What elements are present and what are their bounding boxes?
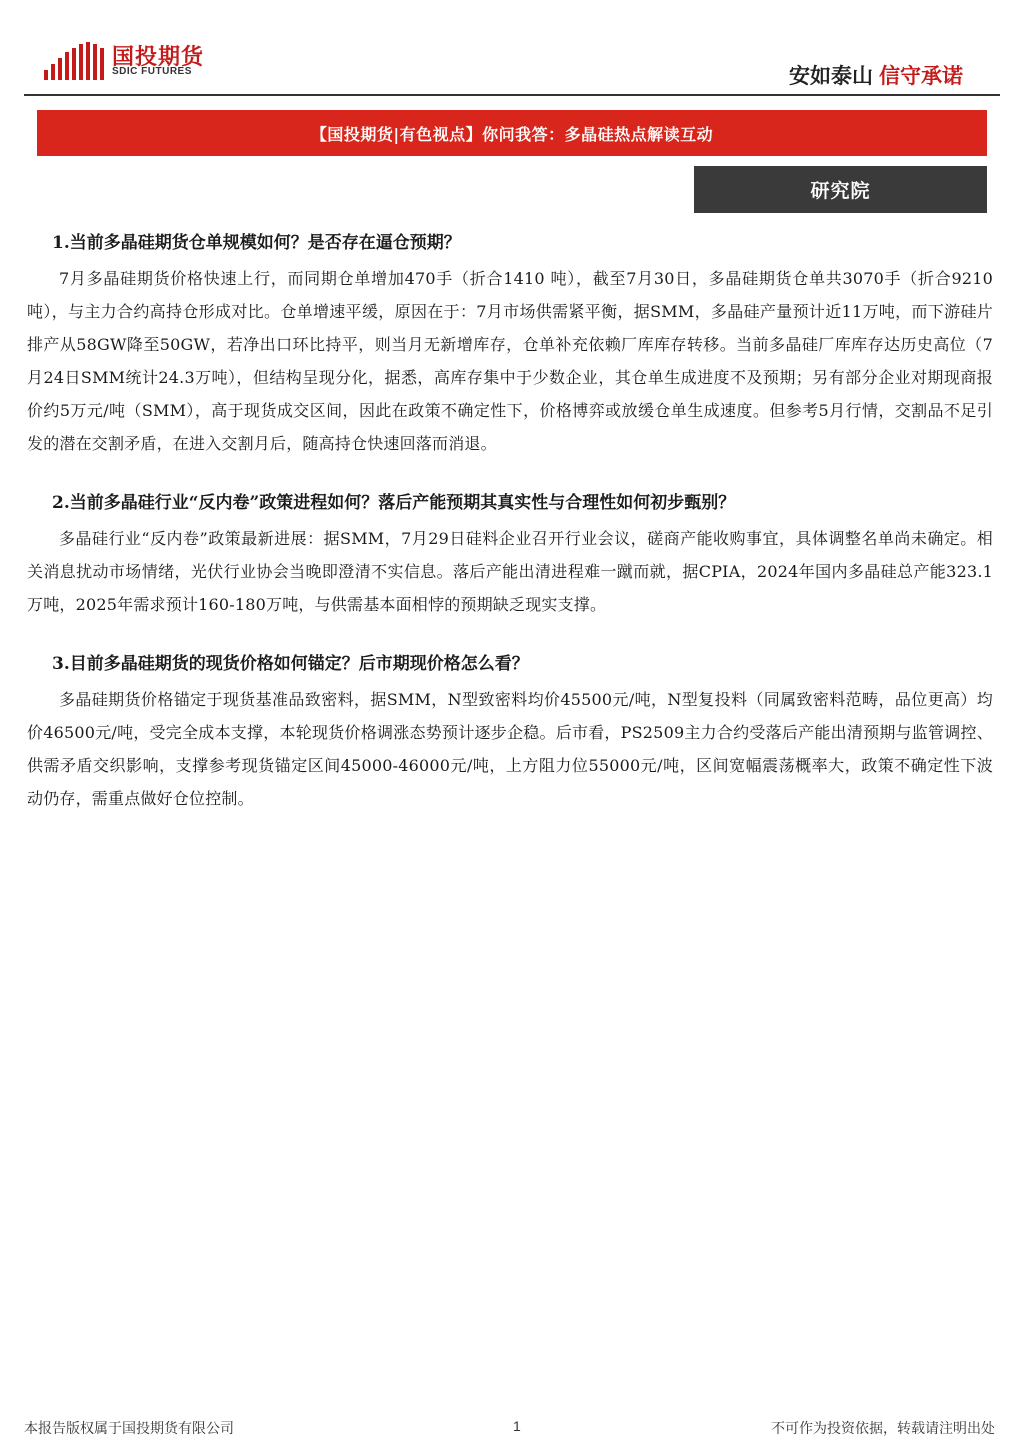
slogan-part1: 安如泰山: [789, 65, 873, 88]
slogan: [789, 60, 963, 90]
question-heading: 1.当前多晶硅期货仓单规模如何？是否存在逼仓预期？: [52, 233, 461, 253]
logo-en-text: SDIC FUTURES: [112, 66, 192, 77]
answer-paragraph: 多晶硅行业“反内卷”政策最新进展：据SMM，7月29日硅料企业召开行业会议，磋商产能收购事宜，具体调整名单尚未确定。相关消息扰动市场情绪，光伏行业协会当晚即澄清不实信息。落后产能出清进程难一蹴而就，据CPIA，2024年国内多晶硅总产能323.1万吨，2025年需求预计160-180万吨，与供需基本面相悖的预期缺乏现实支撑。: [27, 529, 993, 614]
page-number: 1: [513, 1418, 521, 1434]
logo-cn-text: 国投期货: [112, 44, 205, 69]
question-heading: 3.目前多晶硅期货的现货价格如何锚定？后市期现价格怎么看？: [52, 654, 529, 674]
answer-paragraph: 多晶硅期货价格锚定于现货基准品致密料，据SMM，N型致密料均价45500元/吨，N型复投料（同属致密料范畴，品位更高）均价46500元/吨，受完全成本支撑，本轮现货价格调涨态势预计逐步企稳。后市看，PS2509主力合约受落后产能出清预期与监管调控、供需矛盾交织影响，支撑参考现货锚定区间45000-46000元/吨，上方阻力位55000元/吨，区间宽幅震荡概率大，政策不确定性下波动仍存，需重点做好仓位控制。: [27, 690, 993, 808]
footer-disclaimer: 不可作为投资依据，转载请注明出处: [771, 1420, 995, 1436]
department-badge: [694, 166, 987, 213]
header-divider: [24, 94, 1000, 96]
qa-section-1: [27, 228, 993, 460]
company-logo: [42, 40, 242, 84]
logo-mark-icon: [42, 40, 108, 80]
page-title: 【国投期货|有色视点】你问我答：多晶硅热点解读互动: [310, 124, 714, 144]
department-label: 研究院: [810, 181, 871, 202]
article-body: [27, 228, 993, 843]
qa-section-3: [27, 649, 993, 815]
title-banner: [37, 110, 987, 156]
page-footer: [0, 1418, 1025, 1442]
answer-paragraph: 7月多晶硅期货价格快速上行，而同期仓单增加470手（折合1410 吨），截至7月30日，多晶硅期货仓单共3070手（折合9210 吨），与主力合约高持仓形成对比。仓单增速平缓，原因在于：7月市场供需紧平衡，据SMM，多晶硅产量预计近11万吨，而下游硅片排产从58GW降至50GW，若净出口环比持平，则当月无新增库存，仓单补充依赖厂库库存转移。当前多晶硅厂库库存达历史高位（7月24日SMM统计24.3万吨），但结构呈现分化，据悉，高库存集中于少数企业，其仓单生成进度不及预期；另有部分企业对期现商报价约5万元/吨（SMM），高于现货成交区间，因此在政策不确定性下，价格博弈或放缓仓单生成速度。但参考5月行情，交割品不足引发的潜在交割矛盾，在进入交割月后，随高持仓快速回落而消退。: [27, 269, 993, 453]
qa-section-2: [27, 488, 993, 621]
question-heading: 2.当前多晶硅行业“反内卷”政策进程如何？落后产能预期其真实性与合理性如何初步甄别？: [52, 493, 736, 513]
footer-copyright: 本报告版权属于国投期货有限公司: [24, 1420, 234, 1436]
slogan-part2: 信守承诺: [879, 65, 963, 88]
page-header: [0, 0, 1025, 98]
